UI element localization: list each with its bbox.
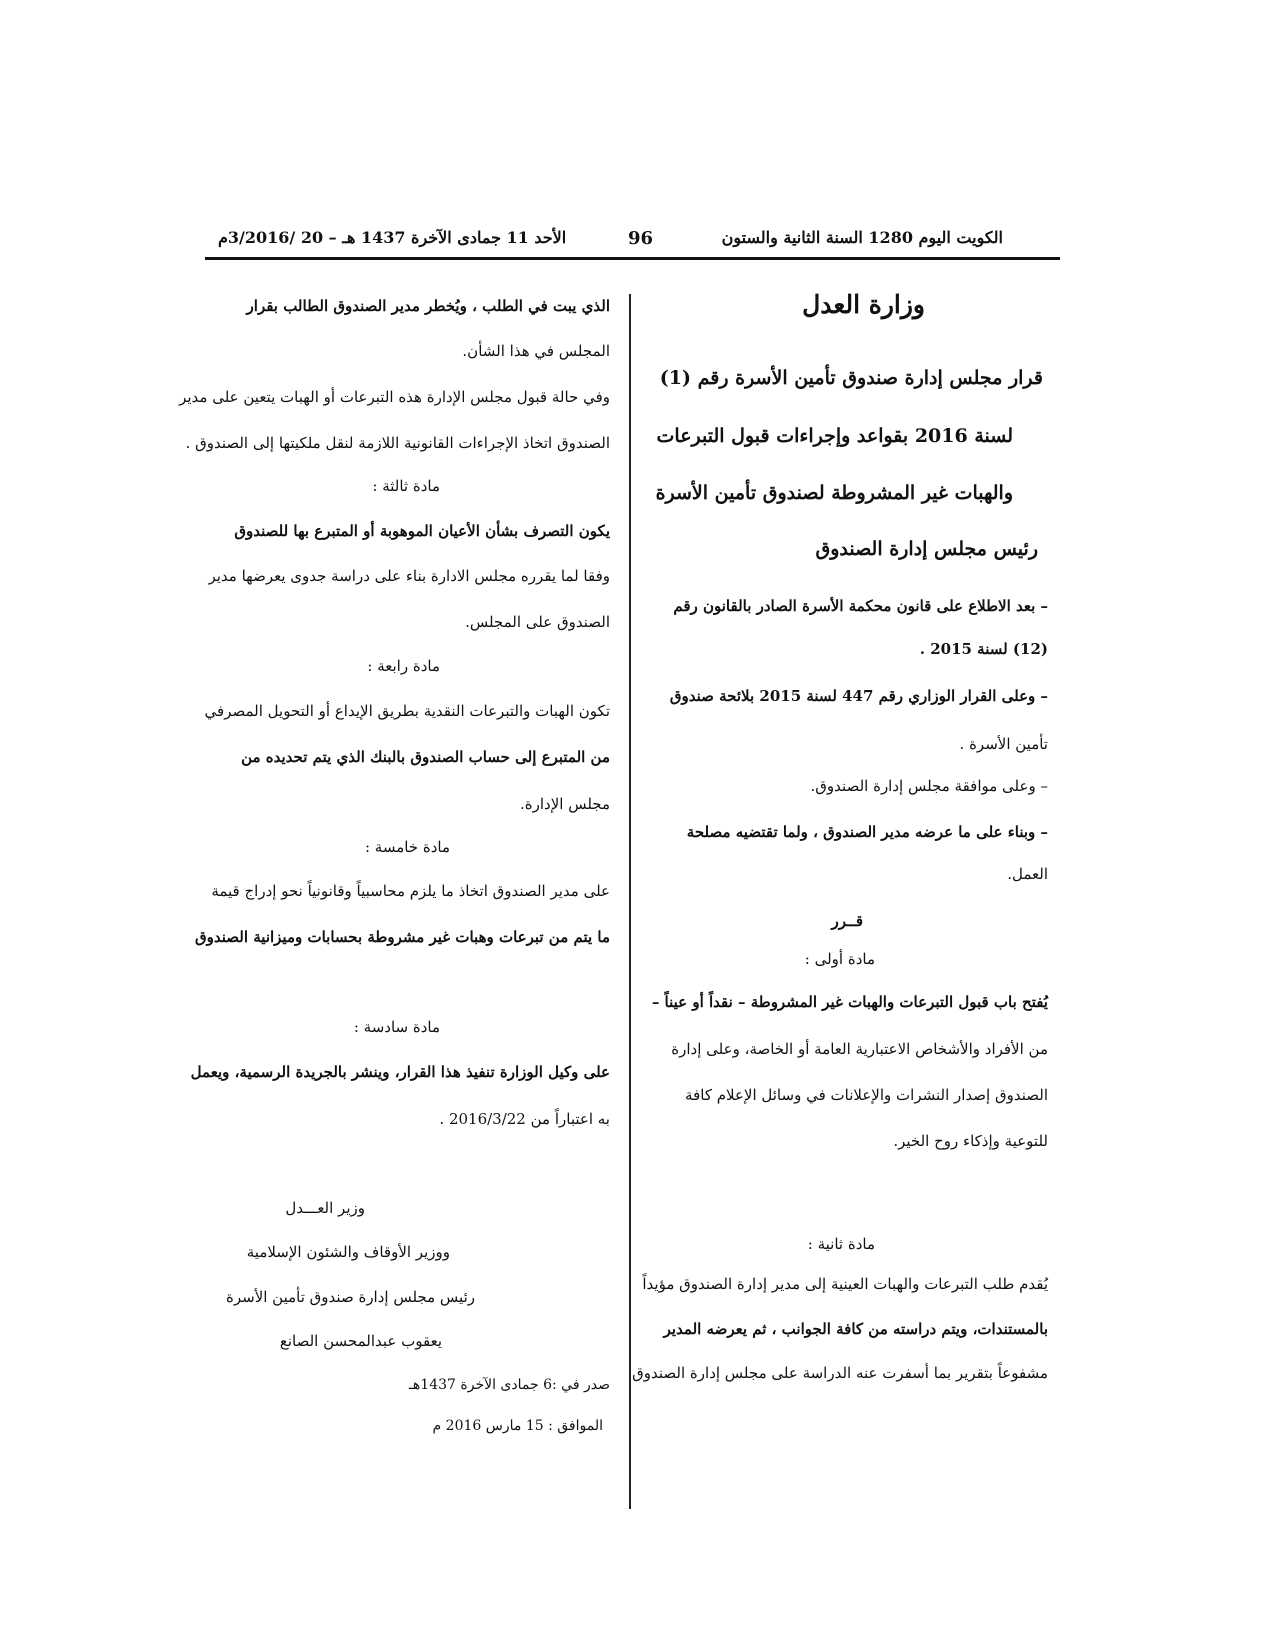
article-line: المجلس في هذا الشأن.	[462, 342, 610, 360]
preamble-line: العمل.	[1007, 865, 1048, 883]
article-line: وفي حالة قبول مجلس الإدارة هذه التبرعات أو الهبات يتعين على مدير	[179, 388, 610, 406]
article-line: به اعتباراً من 2016/3/22 .	[439, 1110, 610, 1128]
article-line: الذي يبت في الطلب ، ويُخطر مدير الصندوق الطالب بقرار	[246, 297, 610, 315]
column-divider	[629, 294, 631, 1509]
preamble-line: – وبناء على ما عرضه مدير الصندوق ، ولما تقتضيه مصلحة	[686, 823, 1048, 841]
signature-title: وزير العـــدل	[285, 1199, 365, 1217]
article-line: بالمستندات، ويتم دراسته من كافة الجوانب ، ثم يعرضه المدير	[663, 1320, 1048, 1338]
article-line: يُقدم طلب التبرعات والهبات العينية إلى مدير إدارة الصندوق مؤيداً	[642, 1275, 1048, 1293]
issue-date: صدر في :6 جمادى الآخرة 1437هـ	[408, 1377, 610, 1393]
article-line: الصندوق على المجلس.	[465, 613, 610, 631]
article-heading: مادة ثانية :	[807, 1235, 875, 1253]
preamble-line: – بعد الاطلاع على قانون محكمة الأسرة الصادر بالقانون رقم	[673, 597, 1048, 615]
article-heading: مادة رابعة :	[367, 657, 440, 675]
article-heading: مادة ثالثة :	[372, 477, 440, 495]
article-line: على مدير الصندوق اتخاذ ما يلزم محاسبياً وقانونياً نحو إدراج قيمة	[211, 882, 610, 900]
article-line: مجلس الإدارة.	[519, 795, 610, 813]
article-line: من الأفراد والأشخاص الاعتبارية العامة أو الخاصة، وعلى إدارة	[671, 1040, 1048, 1058]
signature-title: رئيس مجلس إدارة صندوق تأمين الأسرة	[225, 1288, 475, 1306]
page-number: 96	[628, 228, 654, 249]
article-line: يكون التصرف بشأن الأعيان الموهوبة أو المتبرع بها للصندوق	[234, 522, 610, 540]
preamble-line: – وعلى القرار الوزاري رقم 447 لسنة 2015 بلائحة صندوق	[669, 687, 1048, 705]
decision-title-line: لسنة 2016 بقواعد وإجراءات قبول التبرعات	[656, 425, 1013, 447]
article-line: يُفتح باب قبول التبرعات والهبات غير المشروطة – نقداً أو عيناً –	[651, 993, 1048, 1011]
decision-title-line: والهبات غير المشروطة لصندوق تأمين الأسرة	[655, 482, 1013, 504]
article-heading: مادة أولى :	[804, 950, 875, 968]
article-line: على وكيل الوزارة تنفيذ هذا القرار، وينشر بالجريدة الرسمية، ويعمل	[190, 1063, 610, 1081]
article-line: للتوعية وإذكاء روح الخير.	[893, 1132, 1048, 1150]
preamble-line: – وعلى موافقة مجلس إدارة الصندوق.	[810, 777, 1048, 795]
ministry-title: وزارة العدل	[802, 290, 925, 319]
article-line: الصندوق إصدار النشرات والإعلانات في وسائل الإعلام كافة	[685, 1086, 1048, 1104]
article-line: ما يتم من تبرعات وهبات غير مشروطة بحسابات وميزانية الصندوق	[195, 928, 610, 946]
gregorian-date: الموافق : 15 مارس 2016 م	[432, 1418, 603, 1434]
article-heading: مادة سادسة :	[353, 1018, 440, 1036]
decision-title-line: قرار مجلس إدارة صندوق تأمين الأسرة رقم (1)	[659, 367, 1043, 389]
decided-heading: قــرر	[831, 912, 863, 930]
signature-name: يعقوب عبدالمحسن الصانع	[279, 1332, 442, 1350]
header-rule	[205, 257, 1060, 260]
header-date: الأحد 11 جمادى الآخرة 1437 هـ – 20 /3/2016م	[218, 228, 567, 247]
article-line: وفقا لما يقرره مجلس الادارة بناء على دراسة جدوى يعرضها مدير	[208, 567, 610, 585]
article-heading: مادة خامسة :	[364, 838, 450, 856]
preamble-line: (12) لسنة 2015 .	[919, 640, 1048, 658]
article-line: الصندوق اتخاذ الإجراءات القانونية اللازمة لنقل ملكيتها إلى الصندوق .	[185, 434, 610, 452]
header-newspaper-issue: الكويت اليوم 1280 السنة الثانية والستون	[721, 228, 1003, 247]
article-line: من المتبرع إلى حساب الصندوق بالبنك الذي يتم تحديده من	[241, 748, 610, 766]
article-line: مشفوعاً بتقرير بما أسفرت عنه الدراسة على مجلس إدارة الصندوق	[632, 1364, 1048, 1382]
article-line: تكون الهبات والتبرعات النقدية بطريق الإيداع أو التحويل المصرفي	[204, 702, 610, 720]
signature-title: ووزير الأوقاف والشئون الإسلامية	[246, 1243, 450, 1261]
decision-issuer: رئيس مجلس إدارة الصندوق	[815, 538, 1038, 560]
preamble-line: تأمين الأسرة .	[959, 735, 1048, 753]
